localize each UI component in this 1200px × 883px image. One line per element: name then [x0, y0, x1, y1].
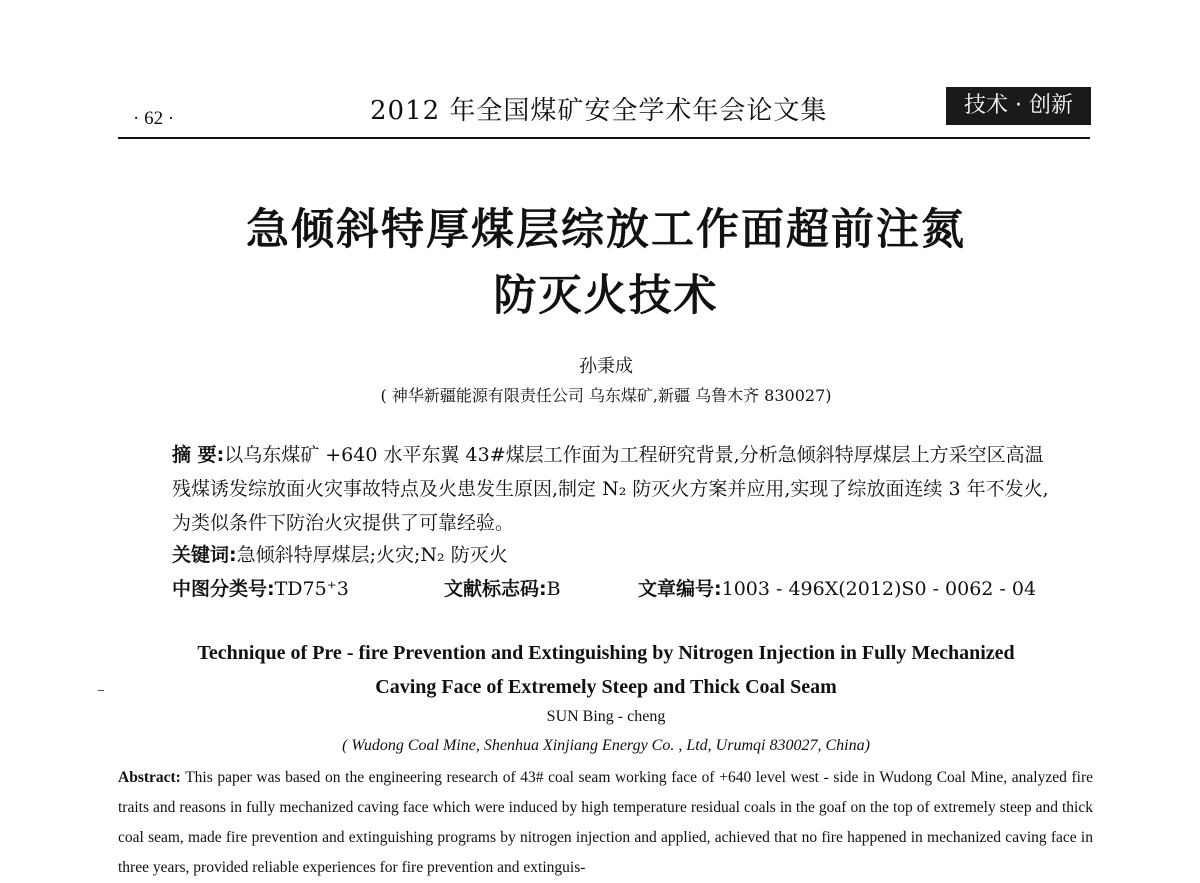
doc-code-value: B — [546, 578, 561, 600]
page-number: · 62 · — [133, 108, 175, 129]
title-cn-line2: 防灭火技术 — [493, 271, 719, 321]
journal-title: 2012 年全国煤矿安全学术年会论文集 — [370, 96, 828, 126]
title-en-line2: Caving Face of Extremely Steep and Thick Coal Seam — [375, 676, 837, 698]
article-no-label: 文章编号: — [638, 578, 722, 600]
affiliation-cn: ( 神华新疆能源有限责任公司 乌东煤矿,新疆 乌鲁木齐 830027) — [380, 386, 832, 405]
keywords-cn-text: 急倾斜特厚煤层;火灾;N₂ 防灭火 — [236, 544, 508, 566]
author-cn: 孙秉成 — [579, 356, 633, 377]
abstract-en-text: This paper was based on the engineering research of 43# coal seam working face of +640 level west - side in Wudong Coal Mine, analyzed fire traits and reasons in fully mechanized caving face which were induced by high temperature residual coals in the goaf on the top of extremely steep and thick coal seam, made fire prevention and extinguishing programs by nitrogen injection and applied, achieved that no fire happened in mechanized caving face in three years, provided reliable experiences for fire prevention and extinguis- — [118, 769, 1093, 876]
abstract-cn — [172, 438, 1052, 540]
author-en: SUN Bing - cheng — [546, 708, 666, 725]
title-en-line1: Technique of Pre - fire Prevention and Extinguishing by Nitrogen Injection in Fully Mechanized — [197, 642, 1015, 664]
abstract-cn-label: 摘 要: — [172, 444, 225, 466]
keywords-cn-label: 关键词: — [172, 544, 237, 566]
scan-mark — [98, 690, 104, 691]
header-rule — [118, 137, 1090, 139]
title-cn-line1: 急倾斜特厚煤层综放工作面超前注氮 — [246, 205, 966, 255]
section-tag: 技术 · 创新 — [946, 87, 1091, 125]
doc-code-label: 文献标志码: — [444, 578, 547, 600]
clc-label: 中图分类号: — [172, 578, 275, 600]
doc-code — [444, 574, 561, 601]
article-number — [638, 574, 1036, 601]
clc-number — [172, 574, 349, 601]
abstract-cn-text: 以乌东煤矿 +640 水平东翼 43#煤层工作面为工程研究背景,分析急倾斜特厚煤层上方采空区高温残煤诱发综放面火灾事故特点及火患发生原因,制定 N₂ 防灭火方案并应用,实现了综放面连续 3 年不发火,为类似条件下防治火灾提供了可靠经验。 — [172, 444, 1049, 534]
article-no-value: 1003 - 496X(2012)S0 - 0062 - 04 — [721, 578, 1037, 600]
abstract-en-label: Abstract: — [118, 769, 181, 786]
clc-value: TD75⁺3 — [274, 578, 349, 600]
keywords-cn — [172, 540, 508, 567]
affiliation-en: ( Wudong Coal Mine, Shenhua Xinjiang Energy Co. , Ltd, Urumqi 830027, China) — [342, 737, 870, 754]
abstract-en — [118, 763, 1093, 883]
